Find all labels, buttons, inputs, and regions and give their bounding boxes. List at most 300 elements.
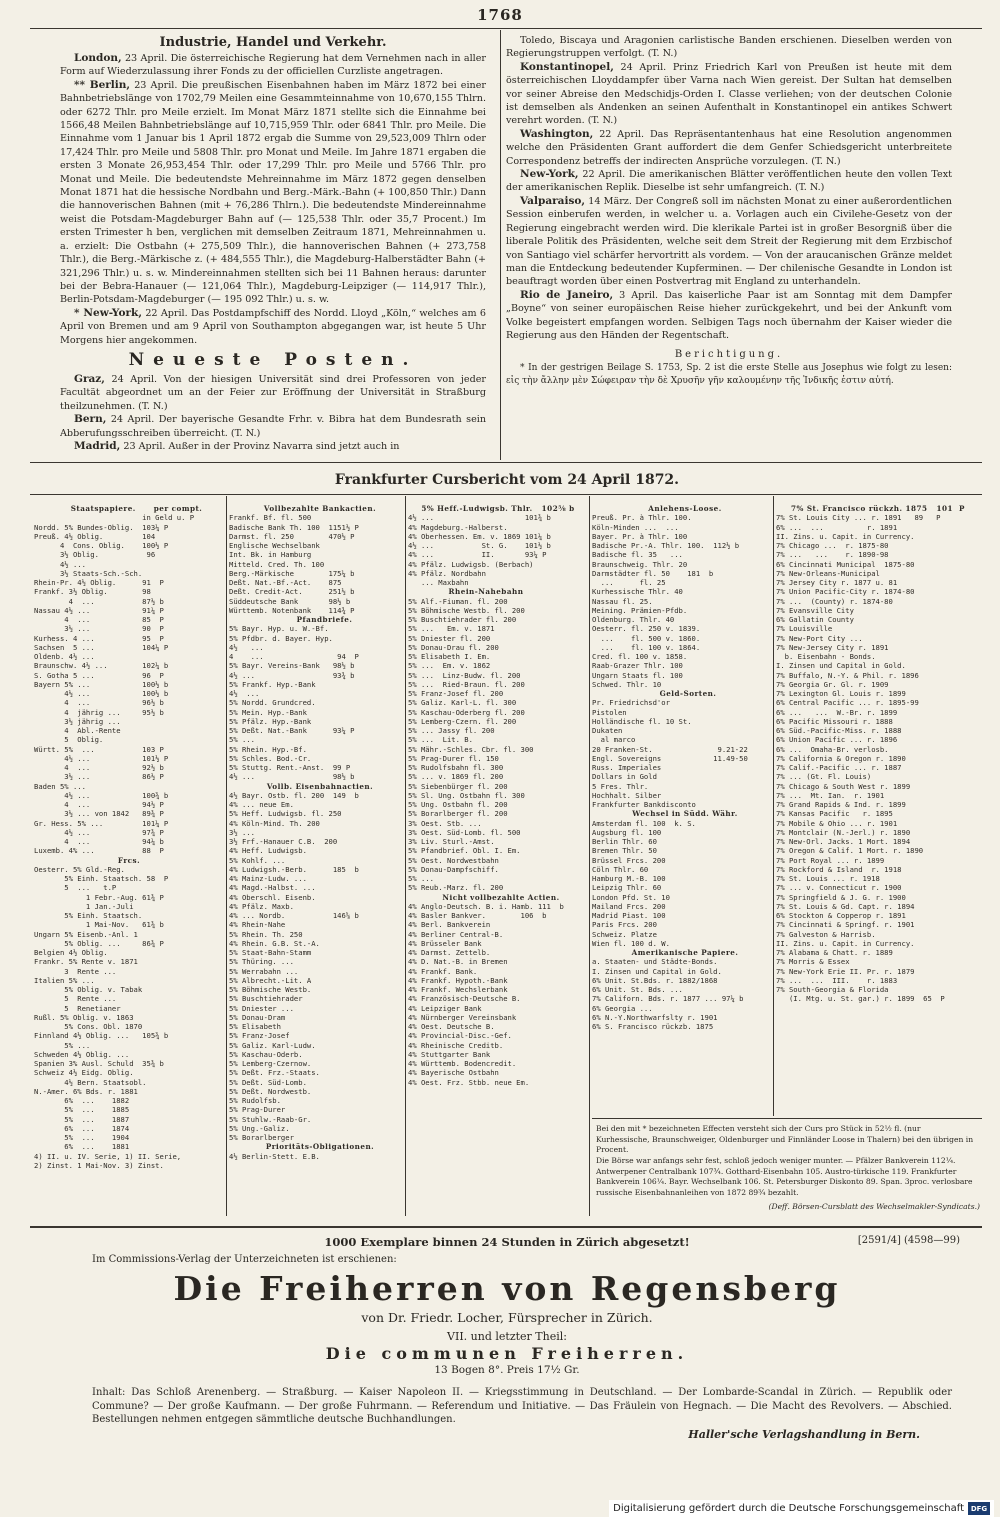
kurs-line: 5% Lemberg-Czernow. xyxy=(229,1059,338,1068)
kurs-line: 7% Louisville xyxy=(776,624,915,634)
kurs-line: 3½ ... 90 P xyxy=(34,624,164,634)
section-heading-news: Neueste Posten. xyxy=(128,349,418,370)
kurs-line: 3½ Staats-Sch.-Sch. xyxy=(34,568,151,578)
kurs-line: 7% Port Royal ... r. 1899 xyxy=(776,855,915,865)
section-heading-industry: Industrie, Handel und Verkehr. xyxy=(159,35,387,50)
kurs-line: 7% Oregon & Calif. 1 Mort. r. 1890 xyxy=(776,846,924,856)
kurs-line: 6% ... ... W.-Br. r. 1899 xyxy=(776,707,915,717)
kurs-line: 6% ... ... r. 1891 xyxy=(776,522,911,532)
kurs-line: 5% ... 1887 xyxy=(34,1114,143,1124)
kurs-line: Oesterr. 5% Gld.-Reg. xyxy=(34,864,147,874)
kurs-line: 4% Anglo-Deutsch. B. i. Hamb. 111 b xyxy=(408,901,564,911)
kurs-line: 7% Montclair (N.-Jerl.) r. 1890 xyxy=(776,827,915,837)
kurs-line: 1 Febr.-Aug. 61¾ P xyxy=(34,892,164,902)
kurs-line: Augsburg fl. 100 xyxy=(592,827,727,837)
kurs-line: 5% Deßt. Süd-Lomb. xyxy=(229,1077,333,1087)
kurs-line: 5% Deßt. Nat.-Bank 93¼ P xyxy=(229,726,355,735)
kurs-line: 4 Cons. Oblig. 100½ P xyxy=(34,541,169,550)
kurs-line: 7% ... (Gt. Fl. Louis) xyxy=(776,772,915,782)
kurs-line: 5% Donau-Drau fl. 200 xyxy=(408,642,525,652)
article-paragraph xyxy=(506,34,952,61)
digitization-footer xyxy=(609,1500,994,1517)
dateline-place: Bern, xyxy=(74,413,107,426)
kurs-line: 5% ... 1904 xyxy=(34,1133,143,1142)
kurs-line: Bayer. Pr. à Thlr. 100 xyxy=(592,531,727,541)
kurs-line: 4% Stuttgarter Bank xyxy=(408,1049,521,1059)
kurs-line: 4% ... II. 93¼ P xyxy=(408,550,547,560)
kurs-line: Rhein-Pr. 4½ Oblig. 91 P xyxy=(34,578,164,587)
correction-title: Berichtigung. xyxy=(674,349,784,361)
kurs-line: Meining. Prämien-Pfdb. xyxy=(592,605,727,615)
article-paragraph xyxy=(506,168,952,195)
kurs-line: 7% St. Louis ... r. 1918 xyxy=(776,874,915,883)
kurs-line: ... fl. 500 v. 1860. xyxy=(592,633,727,643)
kurs-line: 4 ... 94¼ b xyxy=(34,837,164,846)
kurs-line: Amerikanische Papiere. xyxy=(625,948,739,957)
kurs-line: 7% Jersey City r. 1877 u. 81 xyxy=(776,578,915,587)
kurs-line: Frankfurter Bankdisconto xyxy=(592,800,727,809)
kurs-line: 6% ... Omaha-Br. verlosb. xyxy=(776,744,915,754)
kurs-line: Schweiz. Platze xyxy=(592,929,727,939)
correction-text: * In der gestrigen Beilage S. 1753, Sp. 2 ist die erste Stelle aus Josephus wie folgt zu lesen: εἰς τὴν ἄλλην μὲν Σώφειραν τὴν δὲ Χρυσῆν γῆν καλουμένην τῆς Ἰνδικῆς ἐστιν αὐτή. xyxy=(506,362,952,387)
kurs-line: 5% Bayr. Vereins-Bank 98½ b xyxy=(229,661,355,671)
kurs-line: 5% Sl. Ung. Ostbahn fl. 300 xyxy=(408,790,525,800)
kurs-line: I. Zinsen und Capital in Gold. xyxy=(592,966,722,976)
kurs-column-loose xyxy=(592,504,772,1124)
kurs-line: 5% Dniester fl. 200 xyxy=(408,633,525,643)
kurs-line: Sachsen 5 ... 104¼ P xyxy=(34,642,169,652)
kurs-line: Württemb. Notenbank 114¾ P xyxy=(229,605,355,615)
kurs-line: 4 ... 96½ b xyxy=(34,698,164,708)
kurs-line: 5% ... Lit. B. xyxy=(408,735,525,745)
kurs-line: 5% Reub.-Marz. fl. 200 xyxy=(408,883,525,893)
kurs-line: 7% ... ... III. r. 1883 xyxy=(776,975,915,985)
kurs-line: 7% Buffalo, N.-Y. & Phil. r. 1896 xyxy=(776,670,919,680)
kurs-line: Ungarn Staats fl. 100 xyxy=(592,670,727,680)
kurs-line: 4½ Berlin-Stett. E.B. xyxy=(229,1151,333,1161)
kurs-line: Mailand Frcs. 200 xyxy=(592,901,727,911)
kurs-line: 7% New-Port City ... xyxy=(776,633,919,643)
kurs-line: 5% Buschtiehrader xyxy=(229,994,333,1004)
kurs-line: Schweden 4½ Oblig. ... xyxy=(34,1049,143,1059)
kurs-line: 5% Rudolfsbahn fl. 300 xyxy=(408,763,525,772)
kurs-line: 4% Mainz-Ludw. ... xyxy=(229,874,333,883)
kurs-line: Belgien 4½ Oblig. xyxy=(34,948,143,957)
article-paragraph xyxy=(60,413,486,440)
kurs-line: Nassau 4½ ... 91¼ P xyxy=(34,605,164,615)
kurs-line: b. Eisenbahn - Bonds. xyxy=(776,652,876,661)
kurs-line: 4½ ... xyxy=(34,559,151,569)
kurs-line: Dollars in Gold xyxy=(592,772,727,782)
article-text: 22 April. Das Repräsentantenhaus hat eine Resolution angenommen welche den Präsidenten Grant auffordert die dem Genfer Schiedsgericht unterbreitete Correspondenz betreffs der indirecten Ansprüche vorzulegen. (T. N.) xyxy=(506,128,952,167)
kurs-line: (I. Mtg. u. St. gar.) r. 1899 65 P xyxy=(776,994,945,1004)
article-text: 22 April. Das Postdampfschiff des Nordd. Lloyd „Köln,“ welches am 6 April von Bremen und am 9 April von Southampton abgegangen war, ist heute 5 Uhr Morgens hier angekommen. xyxy=(60,307,486,346)
kurs-line: 5% ... Em. v. 1871 xyxy=(408,624,525,634)
kurs-line: 4½ ... 100½ b xyxy=(34,689,169,698)
article-text: 3 April. Das kaiserliche Paar ist am Sonntag mit dem Dampfer „Boyne“ von seiner europäischen Reise hieher zurückgekehrt, und bei der Ankunft vom Volke begeistert empfangen worden. Selbigen Tags noch übernahm der Kaiser wieder die Regierung aus den Händen der Regentschaft. xyxy=(506,289,952,341)
kurs-line: N.-Amer. 6% Bds. r. 1881 xyxy=(34,1086,143,1096)
article-text: 24 April. Der bayerische Gesandte Frhr. v. Bibra hat dem Bundesrath sein Abberufungsschreiben überreicht. (T. N.) xyxy=(60,414,486,439)
kurs-line: Berg.-Märkische 175¼ b xyxy=(229,568,355,578)
article-text: 23 April. Die österreichische Regierung hat dem Vernehmen nach in aller Form auf Wiederzulassung ihrer Fonds zu der officiellen Curzliste angetragen. xyxy=(60,53,486,78)
kurs-line: Holländische fl. 10 St. xyxy=(592,716,727,726)
kurs-line: 4 ... 87½ b xyxy=(34,596,164,606)
kurs-line: 4% Rheinische Creditb. xyxy=(408,1040,521,1050)
kurs-line: 5% Ung. Ostbahn fl. 200 xyxy=(408,800,525,809)
kurs-line: 4 ... 94 P xyxy=(229,652,359,661)
kurs-line: 7% ... Mt. Ian. r. 1901 xyxy=(776,790,919,800)
kurs-line: 5% Dniester ... xyxy=(229,1003,338,1013)
kurs-line: Vollb. Eisenbahnactien. xyxy=(260,781,374,791)
kurs-line: 7% Rockford & Island r. 1918 xyxy=(776,864,915,874)
kurs-line: Frankr. 5% Rente v. 1871 xyxy=(34,957,143,967)
kurs-line: 5% Mein. Hyp.-Bank xyxy=(229,707,333,717)
kurs-line: 4% ... neue Em. xyxy=(229,800,338,809)
kurs-signature: (Deff. Börsen-Cursblatt des Wechselmakler-Syndicats.) xyxy=(768,1202,980,1211)
kurs-line: I. Zinsen und Capital in Gold. xyxy=(776,661,906,671)
kurs-line: 4% Heff. Ludwigsb. xyxy=(229,846,338,856)
kurs-line: Cred. fl. 100 v. 1858. xyxy=(592,652,727,661)
kurs-line: 4% Nürnberger Vereinsbank xyxy=(408,1012,525,1022)
kurs-line: 4½ Bern. Staatsobl. xyxy=(34,1077,147,1087)
kurs-line: 3% Oest. Süd-Lomb. fl. 500 xyxy=(408,827,525,837)
kurs-line: 7% ... v. Connecticut r. 1900 xyxy=(776,883,915,893)
kurs-line: 7% South-Georgia & Florida xyxy=(776,985,915,994)
kurs-line: 5% Kohlf. ... xyxy=(229,855,338,865)
kurs-line: 4% Frankf. Wechslerbank xyxy=(408,985,525,994)
kurs-line: 4½ ... xyxy=(229,642,264,652)
kurs-line: 5% Einh. Staatsch. xyxy=(34,911,147,920)
kurs-line: 4 jährig ... 95½ b xyxy=(34,707,164,717)
kurs-line: 3½ jährig ... xyxy=(34,716,143,726)
kurs-line: Raab-Grazer Thlr. 100 xyxy=(592,661,727,671)
kurs-line: 5% Heff.-Ludwigsb. Thlr. 102⅝ b xyxy=(421,504,575,513)
kurs-line: 5% Rhein. Th. 250 xyxy=(229,929,333,939)
kurs-line: 3½ Frf.-Hanauer C.B. 200 xyxy=(229,837,338,846)
article-text: 24 April. Prinz Friedrich Karl von Preußen ist heute mit dem österreichischen Lloyddampfer über Varna nach Wien gereist. Der Sultan hat demselben vor seiner Abreise den Medschidjs-Orden I. Classe verliehen; von der deutschen Colonie ist demselben als Andenken an seinen Aufenthalt in Konstantinopel ein antikes Schwert verehrt worden. (T. N.) xyxy=(506,61,952,127)
kurs-line: 5% Borarlberger fl. 200 xyxy=(408,809,525,819)
kurs-line: Gr. Hess. 5% ... 101¼ P xyxy=(34,818,169,828)
kurs-line: 5% Stuttg. Rent.-Anst. 99 P xyxy=(229,763,351,772)
kurs-line: 4½ ... 101¾ b xyxy=(408,513,551,523)
kurs-line: Anlehens-Loose. xyxy=(642,504,722,513)
kurs-line: 6% Union Pacific ... r. 1896 xyxy=(776,735,915,745)
kurs-line: 4½ Bayr. Ostb. fl. 200 149 b xyxy=(229,790,359,800)
kurs-line: Vollbezahlte Bankactien. xyxy=(257,504,377,513)
kurs-line: 7% St. Louis & Gd. Capt. r. 1894 xyxy=(776,901,915,911)
kurs-line: London Pfd. St. 10 xyxy=(592,892,727,902)
kurs-line: Paris Frcs. 200 xyxy=(592,920,727,930)
kurs-line: 7% St. Louis City ... r. 1891 89 P xyxy=(776,513,941,523)
top-rule xyxy=(30,28,982,29)
kurs-line: 4% Provincial-Disc.-Gef. xyxy=(408,1031,521,1041)
kurs-line: 4% Berliner Central-B. xyxy=(408,929,521,939)
kurs-line: 3 Rente ... xyxy=(34,966,147,976)
kurs-line: 7% Chicago & South West r. 1899 xyxy=(776,781,915,791)
kurs-line: Darmstädter fl. 50 181 b xyxy=(592,568,714,578)
kurs-line: Nassau fl. 25. xyxy=(592,596,727,606)
kurs-line: ... fl. 100 v. 1864. xyxy=(592,642,727,652)
kurs-line: Baden 5% ... xyxy=(34,781,143,791)
kurs-column-amerikanische xyxy=(776,504,980,1124)
kurs-line: 7% ... (County) r. 1874-80 xyxy=(776,596,915,606)
article-paragraph xyxy=(506,289,952,343)
kurs-line: 4% D. Nat.-B. in Bremen xyxy=(408,957,521,967)
dateline-place: Konstantinopel, xyxy=(520,60,614,73)
kurs-line: 4% Oberhessen. Em. v. 1869 101¼ b xyxy=(408,531,551,541)
kurs-line: Spanien 3% Ausl. Schuld 35¾ b xyxy=(34,1059,164,1068)
dateline-place: ** Berlin, xyxy=(74,78,131,91)
kurs-line: Nicht vollbezahlte Actien. xyxy=(436,892,560,902)
kurs-line: Frankf. 3½ Oblig. 98 xyxy=(34,587,151,597)
kurs-line: Schwed. Thlr. 10 xyxy=(592,679,727,689)
kurs-line: 5% Frankf. Hyp.-Bank xyxy=(229,679,333,689)
kurs-line: Engl. Sovereigns 11.49-50 xyxy=(592,753,748,763)
kurs-line: Leipzig Thlr. 60 xyxy=(592,883,727,893)
advert-contents: Inhalt: Das Schloß Arenenberg. — Straßburg. — Kaiser Napoleon II. — Kriegsstimmung in Deutschland. — Der Lombarde-Scandal in Zürich. — Republik oder Commune? — Der große Kaufmann. — Der große Fuhrmann. — Referendum und Initiative. — Das Fräulein von Hegnach. — Die Macht des Revolvers. — Abschied. Bestellungen nehmen entgegen sämmtliche deutsche Buchhandlungen. xyxy=(92,1387,952,1426)
kurs-line: 6% Süd.-Pacific-Miss. r. 1888 xyxy=(776,726,919,735)
kurs-line: Badische Pr.-A. Thlr. 100. 112½ b xyxy=(592,541,740,550)
dateline-place: New-York, xyxy=(520,168,579,181)
kurs-line: 6% ... 1874 xyxy=(34,1123,143,1133)
kurs-line: 6% Unit. St.Bds. r. 1882/1868 xyxy=(592,975,727,985)
kurs-line: 5% Bayr. Hyp. u. W.-Bf. xyxy=(229,624,329,634)
article-paragraph xyxy=(506,61,952,128)
dateline-place: Washington, xyxy=(520,127,594,140)
kurs-line: 5% Stuhlw.-Raab-Gr. xyxy=(229,1114,333,1124)
kurs-line: 4% Pfälz. Ludwigsb. (Berbach) xyxy=(408,559,534,569)
kurs-line: 5% Pfandbrief. Obl. I. Em. xyxy=(408,846,525,856)
article-paragraph xyxy=(60,52,486,79)
kurs-line: 6% ... 1881 xyxy=(34,1142,143,1152)
kurs-line: 4½ ... xyxy=(229,689,333,698)
kurs-line: 7% Springfield & J. G. r. 1900 xyxy=(776,892,915,902)
kurs-line: 4% Württemb. Bodencredit. xyxy=(408,1059,521,1068)
kurs-line: 5% Oest. Nordwestbahn xyxy=(408,855,525,865)
kurs-line: 4% Pfälz. Maxb. xyxy=(229,901,338,911)
kurs-line: 4% Pfälz. Nordbahn xyxy=(408,568,530,578)
kurs-line: 3½ ... xyxy=(229,827,338,837)
kurs-line: 5% Thüring. ... xyxy=(229,957,333,967)
kurs-line: 4% Darmst. Zettelb. xyxy=(408,948,521,957)
kurs-line: Hamburg M.-B. 100 xyxy=(592,874,727,883)
kurs-line: Berlin Thlr. 60 xyxy=(592,837,727,846)
kurs-line: Cöln Thlr. 60 xyxy=(592,864,727,874)
dateline-place: * New-York, xyxy=(74,306,142,319)
kurs-line: 4½ ... 98½ b xyxy=(229,772,355,782)
kurs-line: 5% Franz-Josef xyxy=(229,1031,333,1041)
kurs-rule-top xyxy=(30,494,982,495)
kurs-line: 5% Schles. Bod.-Cr. xyxy=(229,753,333,763)
kurs-line: Nordd. 5% Bundes-Oblig. 103¼ P xyxy=(34,522,169,532)
kurs-line: 7% Georgia Gr. Gl. r. 1909 xyxy=(776,679,919,689)
kurs-line: 5% Mähr.-Schles. Cbr. fl. 300 xyxy=(408,744,534,754)
kurs-line: 7% Lexington Gl. Louis r. 1899 xyxy=(776,689,915,698)
advert-headline: 1000 Exemplare binnen 24 Stunden in Zürich abgesetzt! xyxy=(324,1235,690,1249)
page-number: 1768 xyxy=(477,6,523,24)
kurs-line: 4½ ... 97¾ P xyxy=(34,827,164,837)
kurs-column-bankactien xyxy=(229,504,405,1224)
article-text: 24 April. Von der hiesigen Universität sind drei Professoren von jeder Facultät abgeordnet um an der Feier zur Eröffnung der Universität in Straßburg theilzunehmen. (T. N.) xyxy=(60,373,486,412)
kurs-line: 5% Alf.-Fiuman. fl. 200 xyxy=(408,596,525,606)
kurs-line: Oldenb. 4½ ... xyxy=(34,652,147,661)
kurs-line: 4% Brüsseler Bank xyxy=(408,938,521,948)
kurs-line: 5% ... Jassy fl. 200 xyxy=(408,726,525,735)
kurs-line: 4% Berl. Bankverein xyxy=(408,920,521,930)
kurs-line: 6% Central Pacific ... r. 1895-99 xyxy=(776,698,919,708)
kurs-line: Brüssel Frcs. 200 xyxy=(592,855,727,865)
kurs-line: 7% Evansville City xyxy=(776,605,915,615)
kurs-line: 5 Rente ... xyxy=(34,994,143,1004)
kurs-line: Braunschw. 4½ ... 102¼ b xyxy=(34,661,169,671)
kurs-line: Badische fl. 35 ... xyxy=(592,550,727,560)
advert-rule xyxy=(30,1226,982,1228)
kurs-line: 5 Oblig. xyxy=(34,735,147,745)
kurs-line: Bremen Thlr. 50 xyxy=(592,846,727,856)
kurs-line: ... fl. 25 xyxy=(592,578,722,587)
kurs-divider xyxy=(226,496,227,1216)
dateline-place: Rio de Janeiro, xyxy=(520,288,614,301)
kurs-line: Amsterdam fl. 100 k. S. xyxy=(592,818,727,828)
kurs-divider xyxy=(773,496,774,1116)
advert-author: von Dr. Friedr. Locher, Fürsprecher in Zürich. xyxy=(361,1310,653,1325)
kurs-line: 5% Heff. Ludwigsb. fl. 250 xyxy=(229,809,342,819)
kurs-line: 7% Californ. Bds. r. 1877 ... 97¼ b xyxy=(592,994,744,1004)
kurs-line: Preuß. 4½ Oblig. 104 xyxy=(34,531,156,541)
advert-subtitle: Die communen Freiherren. xyxy=(325,1344,689,1363)
kurs-line: 7% New-Jersey City r. 1891 xyxy=(776,642,919,652)
kurs-line: Prioritäts-Obligationen. xyxy=(259,1142,375,1152)
kurs-line: 4% Magd.-Halbst. ... xyxy=(229,883,333,893)
kurs-column-eisenbahn xyxy=(408,504,588,1224)
kurs-line: 7% St. Francisco rückzh. 1875 101 P xyxy=(791,504,965,513)
kurs-line: 5% Oblig. v. Tabak xyxy=(34,985,143,994)
kurs-line: Oesterr. fl. 250 v. 1839. xyxy=(592,624,727,634)
kurs-line: 5% ... xyxy=(408,874,525,883)
kurs-line: 4% Französisch-Deutsche B. xyxy=(408,994,521,1004)
kurs-line: 3½ ... von 1842 89¾ P xyxy=(34,809,164,819)
kurs-line: 5% Elisabeth xyxy=(229,1022,333,1031)
kurs-line: 7% Morris & Essex xyxy=(776,957,915,967)
kurs-line: 7% Kansas Pacific r. 1895 xyxy=(776,809,915,819)
kurs-line: 5 Renetianer xyxy=(34,1003,143,1013)
kurs-line: Süddeutsche Bank 98½ b xyxy=(229,596,351,606)
kurs-line: 4 ... 85 P xyxy=(34,615,164,624)
kurs-line: 4% Köln-Mind. Th. 200 xyxy=(229,818,338,828)
advert-part: VII. und letzter Theil: xyxy=(447,1330,567,1343)
kurs-line: 5% Deßt. Nordwestb. xyxy=(229,1086,338,1096)
kurs-line: II. Zins. u. Capit. in Currency. xyxy=(776,938,915,948)
kurs-line: 7% New-Orleans-Municipal xyxy=(776,568,915,578)
kurs-column-staatspapiere xyxy=(34,504,224,1224)
kurs-line: Bayern 5% ... 100½ b xyxy=(34,679,169,689)
article-paragraph xyxy=(60,373,486,413)
kurs-line: 7% Union Pacific-City r. 1874-80 xyxy=(776,587,915,597)
kurs-line: 5% Oblig. ... 86¾ P xyxy=(34,938,164,948)
kurs-line: 3½ Oblig. 96 xyxy=(34,550,156,560)
kurs-line: 4) II. u. IV. Serie, 1) II. Serie, xyxy=(34,1151,182,1161)
kurs-line: Russ. Imperiales xyxy=(592,763,727,772)
kurs-line: Württ. 5% ... 103 P xyxy=(34,744,164,754)
kurs-line: a. Staaten- und Städte-Bonds. xyxy=(592,957,718,967)
kurs-line: 5% Kaschau-Oderberg fl. 200 xyxy=(408,707,525,717)
kurs-line: 7% New-York Erie II. Pr. r. 1879 xyxy=(776,966,915,976)
kurs-line: 6% ... 1882 xyxy=(34,1096,143,1105)
kurs-line: II. Zins. u. Capit. in Currency. xyxy=(776,531,915,541)
kurs-line: 5% Böhmische Westb. fl. 200 xyxy=(408,605,525,615)
kurs-line: 5% Prag-Durer fl. 150 xyxy=(408,753,525,763)
kurs-line: 1 Mai-Nov. 61¾ b xyxy=(34,920,164,930)
kurs-line: 5% ... Em. v. 1862 xyxy=(408,661,525,671)
kurs-line: 5% ... xyxy=(34,1040,143,1050)
kurs-line: Oldenburg. Thlr. 40 xyxy=(592,615,727,624)
kurs-line: 4% Rhein. G.B. St.-A. xyxy=(229,938,333,948)
kurs-line: 4% Oest. Frz. Stbb. neue Em. xyxy=(408,1077,530,1087)
kurs-line: 5% Pfälz. Hyp.-Bank xyxy=(229,716,338,726)
kurs-line: 5% Galiz. Karl-Ludw. xyxy=(229,1040,333,1050)
kurs-line: Hochhalt. Silber xyxy=(592,790,727,800)
kurs-line: Deßt. Credit-Act. 251½ b xyxy=(229,587,355,597)
kurs-line: 5% ... Ried-Braun. fl. 200 xyxy=(408,679,525,689)
kurs-line: 5% Albrecht.-Lit. A xyxy=(229,975,338,985)
footer-text: Digitalisierung gefördert durch die Deutsche Forschungsgemeinschaft xyxy=(613,1503,964,1514)
kurs-line: 4% ... Nordb. 146⅝ b xyxy=(229,911,359,920)
kurs-line: Darmst. fl. 250 470½ P xyxy=(229,531,355,541)
kurs-line: 5% Deßt. Frz.-Staats. xyxy=(229,1068,329,1078)
article-text: 23 April. Die preußischen Eisenbahnen haben im März 1872 bei einer Bahnbetriebslänge von 1702,79 Meilen eine Gesammteinnahme von 10,670,155 Thlrn. oder 6272 Thlr. pro Meile erzielt. Im Monat März 1871 stellte sich die Einnahme bei 1566,48 Meilen Bahnbetriebslänge auf 10,715,959 Thlr. oder 6841 Thlr. pro Meile. Die Einnahme vom 1 Januar bis 1 April 1872 ergab die Summe von 29,523,009 Thlrn oder 17,424 Thlr. pro Meile und 5808 Thlr. pro Monat und Meile. Im Jahre 1871 ergaben die ersten 3 Monate 26,953,454 Thlr. oder 17,299 Thlr. pro Meile und 5766 Thlr. pro Monat und Meile. Die bedeutendste Mehreinnahme im März 1872 gegen denselben Monat 1871 hat die hessische Nordbahn und Berg.-Märk.-Bahn (+ 100,850 Thlr.) Dann die hannoverischen Bahnen (mit + 76,286 Thlrn.). Die bedeutendste Mindereinnahme weist die Potsdam-Magdeburger Bahn auf (— 125,538 Thlr. oder 35,7 Procent.) Im ersten Trimester h ben, verglichen mit demselben Zeitraum 1871, Mehreinnahmen u. a. erzielt: Die Ostbahn (+ 275,509 Thlr.), die hannoverischen Bahnen (+ 273,758 Thlr.), die Berg.-Märkische z. (+ 484,555 Thlr.), die Magdeburg-Halberstädter Bahn (+ 321,296 Thlr.) u. s. w. Mindereinnahmen stellten sich bei 11 Bahnen heraus: darunter bei der Bebra-Hanauer (— 121,064 Thlr.), Magdeburg-Leipziger (— 114,917 Thlr.), Berlin-Potsdam-Magdeburger (— 195 092 Thlr.) u. s. w. xyxy=(60,79,486,306)
kurs-line: 4% Bayerische Ostbahn xyxy=(408,1068,521,1078)
kurs-line: 5% Prag-Durer xyxy=(229,1105,338,1115)
kurs-line: 5% Werrabahn ... xyxy=(229,966,338,976)
dateline-place: London, xyxy=(74,52,122,64)
kurs-line: 6% Unit. St. Bds. ... xyxy=(592,985,727,994)
kurs-line: 7% Grand Rapids & Ind. r. 1899 xyxy=(776,800,915,809)
kurs-line: 7% Galveston & Harrisb. xyxy=(776,929,915,939)
kurs-line: Englische Wechselbank xyxy=(229,541,329,550)
dateline-place: Valparaiso, xyxy=(520,194,586,207)
kurs-line: Mitteld. Cred. Th. 100 xyxy=(229,559,329,569)
kurs-line: 5% ... xyxy=(229,735,333,745)
kurs-line: Madrid Piast. 100 xyxy=(592,911,727,920)
kurs-line: 4% Oberschl. Eisenb. xyxy=(229,892,338,902)
kurs-line: Wechsel in Südd. Währ. xyxy=(626,809,738,819)
kurs-line: Staatspapiere. per compt. xyxy=(55,504,203,513)
kurs-line: Wien fl. 100 d. W. xyxy=(592,938,727,948)
kurs-line: Geld-Sorten. xyxy=(647,689,717,698)
kurs-line: Int. Bk. in Hamburg xyxy=(229,550,329,560)
advert-price: 13 Bogen 8°. Preis 17½ Gr. xyxy=(434,1364,580,1376)
kurs-line: Preuß. Pr. à Thlr. 100. xyxy=(592,513,727,523)
kurs-line: 4% Frankf. Hypoth.-Bank xyxy=(408,975,521,985)
kurs-line: 5 ... t.P xyxy=(34,883,143,893)
dfg-logo-icon: DFG xyxy=(968,1502,990,1515)
kurs-line: Frcs. xyxy=(87,855,171,865)
kurs-line: 5% Cons. Obl. 1870 xyxy=(34,1022,147,1031)
kurs-line: 7% ... ... r. 1890-98 xyxy=(776,550,919,560)
kurs-divider xyxy=(589,496,590,1216)
kurs-line: 5% ... v. 1869 fl. 200 xyxy=(408,772,525,782)
kurs-line: 4½ ... 101½ P xyxy=(34,753,169,763)
kurs-line: Badische Bank Th. 100 1151½ P xyxy=(229,522,359,532)
dateline-place: Madrid, xyxy=(74,439,121,452)
kurs-line: Finnland 4½ Oblig. ... 105¾ b xyxy=(34,1031,169,1041)
kurs-line: ... Maxbahn xyxy=(408,578,530,587)
kurs-line: 5% Borarlberger xyxy=(229,1133,338,1142)
kurs-line: Pistolen xyxy=(592,707,722,717)
kurs-line: 4% Basler Bankver. 106 b xyxy=(408,911,547,920)
advert-ref: [2591/4] (4598—99) xyxy=(857,1235,960,1246)
kurs-line: 6% Georgia ... xyxy=(592,1003,727,1013)
